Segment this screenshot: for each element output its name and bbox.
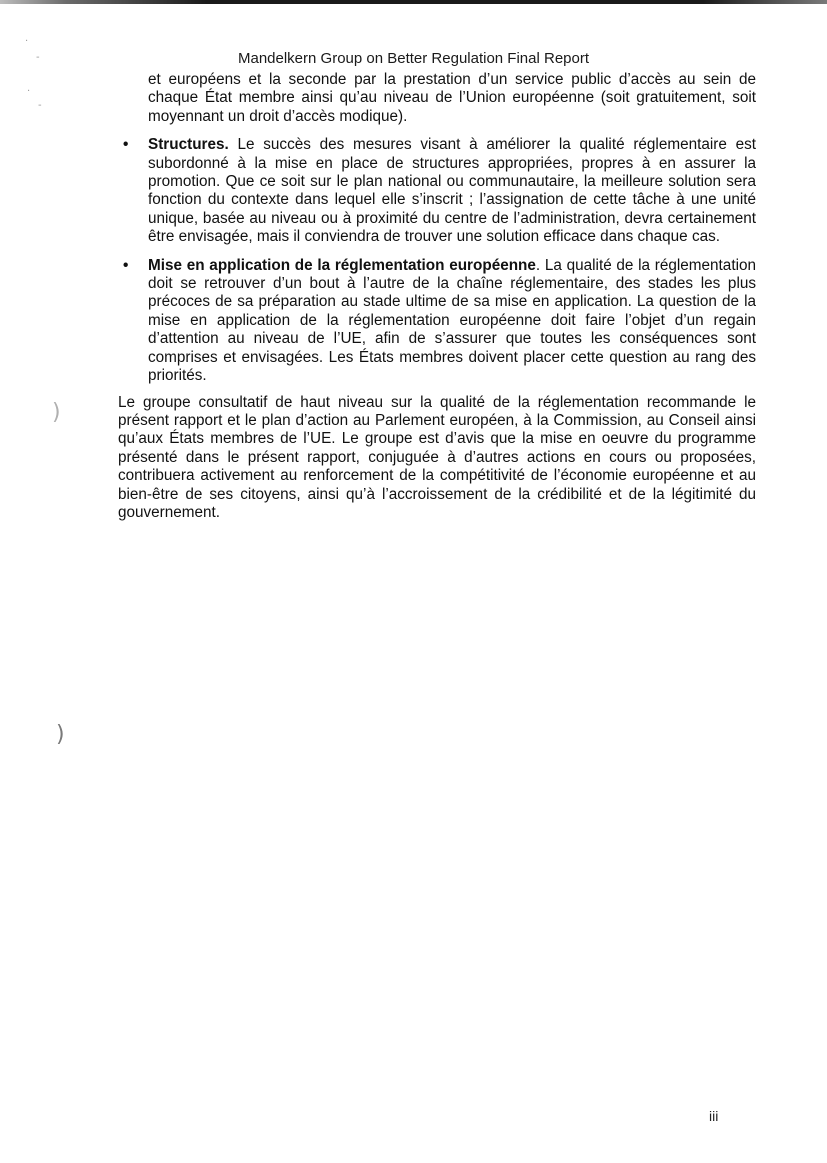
binder-hole-mark: ) <box>56 722 65 747</box>
bullet-text: . La qualité de la réglementation doit se retrouver d’un bout à l’autre de la chaîne réglementaire, des stades les plus précoces de sa préparation au stade ultime de sa mise en application. La question de la mise en application de la réglementation européenne doit faire l’objet d’un regain d’attention au niveau de l’UE, afin de s’assurer que toutes les conséquences sont comprises et envisagées. Les États membres doivent placer cette question au rang des priorités. <box>148 256 756 385</box>
running-header: Mandelkern Group on Better Regulation Final Report <box>237 50 590 67</box>
scan-speck-mark: · <box>27 86 31 97</box>
continuation-paragraph: et européens et la seconde par la prestation d’un service public d’accès au sein de chaque État membre ainsi qu’au niveau de l’Union européenne (soit gratuitement, soit moyennant un droit d’accès modique). <box>148 71 756 125</box>
binder-hole-mark: ) <box>52 400 61 425</box>
bullet-title: Structures. <box>148 136 229 154</box>
bullet-paragraph <box>148 136 756 246</box>
document-body <box>118 71 756 522</box>
bullet-text: Le succès des mesures visant à améliorer la qualité réglementaire est subordonné à la mise en place de structures appropriées, propres à en assurer la promotion. Que ce soit sur le plan national ou communautaire, la meilleure solution sera fonction du contexte dans lequel elle s’inscrit ; l’assignation de cette tâche à une unité unique, basée au niveau ou à proximité du centre de l’administration, devra certainement être envisagée, mais il conviendra de trouver une solution efficace dans chaque cas. <box>148 136 756 246</box>
bullet-marker: • <box>123 256 129 274</box>
page-number: iii <box>709 1108 719 1124</box>
closing-paragraph: Le groupe consultatif de haut niveau sur la qualité de la réglementation recommande le présent rapport et le plan d’action au Parlement européen, à la Commission, au Conseil ainsi qu’aux États membres de l’UE. Le groupe est d’avis que la mise en oeuvre du programme présenté dans le présent rapport, conjuguée à d’autres actions en cours ou proposées, contribuera activement au renforcement de la compétitivité de l’économie européenne et au bien-être de ses citoyens, ainsi qu’à l’accroissement de la crédibilité et de la légitimité du gouvernement. <box>118 393 756 521</box>
scan-top-edge <box>0 0 827 4</box>
bullet-paragraph <box>148 257 756 386</box>
bullet-item-application <box>118 257 756 386</box>
scan-speck-mark: - <box>36 52 40 63</box>
scan-speck-mark: - <box>38 100 42 111</box>
bullet-marker: • <box>123 136 129 154</box>
bullet-item-structures <box>118 136 756 246</box>
bullet-title: Mise en application de la réglementation européenne <box>148 256 536 274</box>
scan-speck-mark: · <box>25 36 29 47</box>
